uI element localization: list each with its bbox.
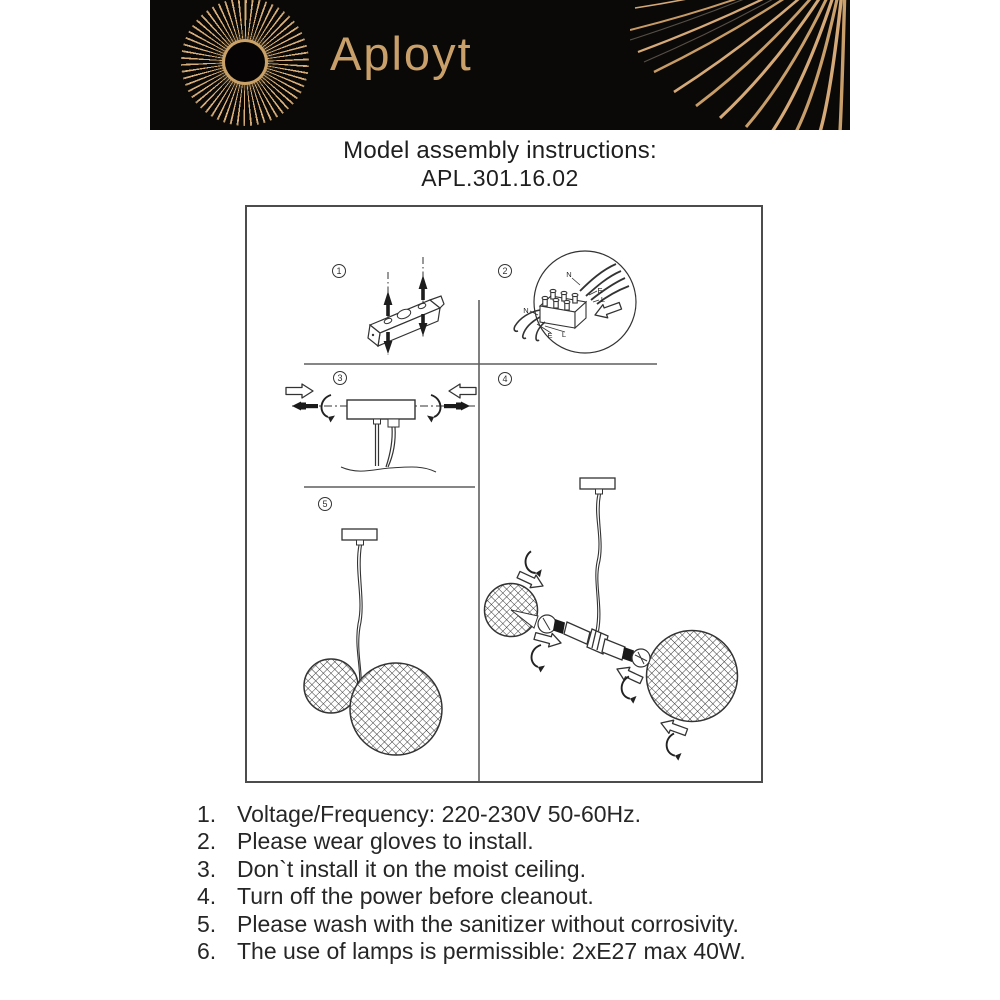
instruction-row [197,801,746,828]
sunburst-core [225,42,265,82]
brand-logo-text: Aployt [330,27,473,80]
instruction-text: Turn off the power before cleanout. [237,883,594,910]
instruction-number: 1. [197,801,217,827]
instruction-list [197,801,746,965]
wire-label-fixture-e: E [547,331,553,340]
step-2-wiring-detail [499,251,637,353]
assembly-diagram-frame [245,205,763,783]
wire-label-supply-n: N [566,270,572,279]
instruction-text: Don`t install it on the moist ceiling. [237,855,586,882]
instruction-text: Please wash with the sanitizer without corrosivity. [237,910,739,937]
model-number: APL.301.16.02 [421,165,579,191]
instruction-text: Voltage/Frequency: 220-230V 50-60Hz. [237,801,642,827]
instruction-text: The use of lamps is permissible: 2xE27 max 40W. [237,937,746,964]
step-5-assembled-luminaire [304,498,442,756]
instruction-row [197,828,746,855]
instruction-number: 2. [197,828,217,855]
instruction-text: Please wear gloves to install. [237,828,534,855]
step-1-mounting-bracket [333,257,445,355]
large-mesh-shade [647,631,738,722]
step-4-number: 4 [502,374,508,385]
step-5-number: 5 [322,499,328,510]
large-mesh-shade [350,663,442,755]
instruction-number: 5. [197,910,217,937]
brand-banner [150,0,850,130]
step-4-shade-installation [485,373,738,763]
instruction-number: 6. [197,937,217,964]
instruction-row [197,856,746,883]
wire-label-fixture-l: L [561,330,567,339]
instruction-row [197,911,746,938]
assembly-diagram [247,207,761,781]
wire-label-supply-l: L [600,295,606,304]
page-title: Model assembly instructions: [343,137,657,164]
step-1-number: 1 [336,266,342,277]
wire-label-fixture-n: N [523,306,529,315]
wire-label-supply-e: E [597,286,603,295]
instruction-row [197,883,746,910]
instruction-number: 3. [197,855,217,882]
instruction-number: 4. [197,883,217,910]
instruction-row [197,938,746,965]
corner-rays-decoration-icon [630,0,850,130]
step-3-canopy-fixing [286,372,476,473]
step-2-number: 2 [502,266,508,277]
step-3-number: 3 [337,373,343,384]
